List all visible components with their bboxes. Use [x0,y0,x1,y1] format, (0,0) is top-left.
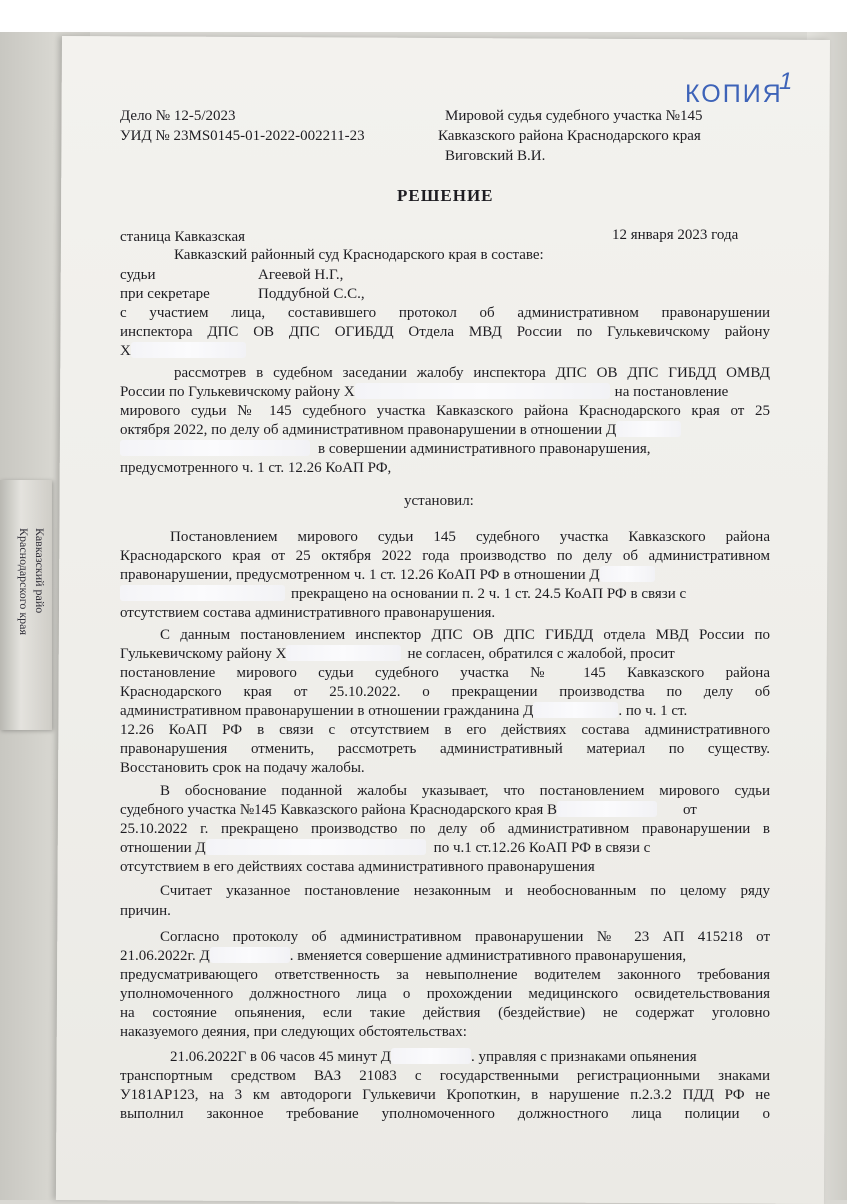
body-line-25: на состояние опьянения, если такие действия (бездействие) не содержат уголовно [120,1005,770,1021]
intro-line-1: с участием лица, составившего протокол об административном правонарушении [120,305,770,321]
considered-line-2-end: на постановление [614,384,729,400]
body-line-15-end: от [682,802,697,818]
body-line-7-end: не согласен, обратился с жалобой, просит [407,646,675,662]
body-line-10-text: административном правонарушении в отношении гражданина Д [120,703,534,719]
body-line-1: Постановлением мирового судьи 145 судебного участка Кавказского района [170,529,770,545]
court-composition: Кавказский районный суд Краснодарского края в составе: [174,247,544,263]
body-line-27-text: 21.06.2022Г в 06 часов 45 минут Д [170,1049,392,1065]
body-line-4-text: прекращено на основании п. 2 ч. 1 ст. 24.5 КоАП РФ в связи с [291,586,687,602]
body-line-30: выполнил законное требование уполномоченного должностного лица полиции о [120,1106,770,1122]
intro-line-3 [120,342,770,361]
redaction [600,566,655,582]
body-line-29: У181АР123, на 3 км автодороги Гулькевичи Кропоткин, в нарушение п.2.3.2 ПДД РФ не [120,1087,770,1103]
body-line-6: С данным постановлением инспектор ДПС ОВ ДПС ГИБДД отдела МВД России по [160,627,770,643]
redaction [355,383,610,399]
intro-line-2: инспектора ДПС ОВ ДПС ОГИБДД Отдела МВД России по Гулькевичскому району [120,324,770,340]
body-line-27 [170,1048,770,1067]
body-line-15 [120,801,770,820]
established-heading: установил: [404,493,474,509]
court-stamp-strip [0,480,52,730]
body-line-13: Восстановить срок на подачу жалобы. [120,760,365,776]
body-line-19: Считает указанное постановление незаконным и необоснованным по целому ряду [160,883,770,899]
considered-line-4 [120,421,770,440]
body-line-22-text: 21.06.2022г. Д [120,948,210,964]
body-line-22-end: . вменяется совершение административного правонарушения, [289,948,687,964]
considered-line-2 [120,383,770,402]
redaction [120,585,285,601]
body-line-26: наказуемого деяния, при следующих обстоятельствах: [120,1024,467,1040]
body-line-10-end: . по ч. 1 ст. [618,703,688,719]
document-title: РЕШЕНИЕ [397,186,494,205]
body-line-21: Согласно протоколу об административном правонарушении № 23 АП 415218 от [160,929,770,945]
redaction [557,801,657,817]
copy-mark: КОПИЯ [685,80,783,108]
body-line-11: 12.26 КоАП РФ в связи с отсутствием в его действиях состава административного [120,722,770,738]
court-line-1: Мировой судья судебного участка №145 [445,108,703,124]
judge-name: Виговский В.И. [445,148,546,164]
body-line-2: Краснодарского края от 25 октября 2022 года производство по делу об административном [120,548,770,564]
secretary-value: Поддубной С.С., [258,286,365,302]
top-band [0,0,847,32]
stamp-text [4,528,48,728]
redaction [391,1048,471,1064]
body-line-8: постановление мирового судьи судебного участка № 145 Кавказского района [120,665,770,681]
body-line-17 [120,839,770,858]
body-line-14: В обоснование поданной жалобы указывает, что постановлением мирового судьи [160,783,770,799]
body-line-3 [120,566,770,585]
body-line-7-text: Гулькевичскому району Х [120,646,287,662]
body-line-3-text: правонарушении, предусмотренном ч. 1 ст. 12.26 КоАП РФ в отношении Д [120,567,600,583]
body-line-17-text: отношении Д [120,840,206,856]
redaction [616,421,681,437]
body-line-24: уполномоченного должностного лица о прохождении медицинского освидетельствования [120,986,770,1002]
judge-label: судьи [120,267,156,283]
body-line-20: причин. [120,903,171,919]
considered-line-1: рассмотрев в судебном заседании жалобу инспектора ДПС ОВ ДПС ГИБДД ОМВД [174,365,770,381]
redaction [131,342,246,358]
considered-line-3: мирового судьи № 145 судебного участка Кавказского района Краснодарского края от 25 [120,403,770,419]
place: станица Кавказская [120,229,246,245]
judge-value: Агеевой Н.Г., [258,267,344,283]
page-number: 1 [779,68,793,95]
secretary-label: при секретаре [120,286,210,302]
body-line-12: правонарушения отменить, рассмотреть административный материал по существу. [120,741,770,757]
redaction [120,440,310,456]
body-line-28: транспортным средством ВАЗ 21083 с государственными регистрационными знаками [120,1068,770,1084]
stamp-line-2: Краснодарского края [17,528,31,636]
considered-line-2-text: России по Гулькевичскому району Х [120,384,355,400]
body-line-17-end: по ч.1 ст.12.26 КоАП РФ в связи с [433,840,651,856]
body-line-18: отсутствием в его действиях состава административного правонарушения [120,859,595,875]
date: 12 января 2023 года [612,227,739,243]
case-number: Дело № 12-5/2023 [120,108,236,124]
redaction [206,839,426,855]
stamp-line-1: Кавказский райо [33,528,47,614]
body-line-22 [120,947,770,966]
redaction [210,947,290,963]
considered-line-4-text: октября 2022, по делу об административном правонарушении в отношении Д [120,422,617,438]
considered-line-5-text: в совершении административного правонарушения, [318,441,651,457]
court-line-2: Кавказского района Краснодарского края [438,128,701,144]
body-line-9: Краснодарского края от 25.10.2022. о прекращении производства по делу об [120,684,770,700]
body-line-16: 25.10.2022 г. прекращено производство по делу об административном правонарушении в [120,821,770,837]
body-line-5: отсутствием состава административного правонарушения. [120,605,496,621]
body-line-27-end: . управляя с признаками опьянения [471,1049,697,1065]
body-line-23: предусматривающего ответственность за невыполнение водителем законного требования [120,967,770,983]
intro-line-3-text: Х [120,343,131,359]
redaction [533,702,618,718]
case-uid: УИД № 23MS0145-01-2022-002211-23 [120,128,365,144]
considered-line-6: предусмотренного ч. 1 ст. 12.26 КоАП РФ, [120,460,392,476]
body-line-10 [120,702,770,721]
body-line-4 [120,585,770,604]
redaction [286,645,401,661]
body-line-15-text: судебного участка №145 Кавказского района Краснодарского края В [120,802,557,818]
considered-line-5 [120,440,770,459]
body-line-7 [120,645,770,664]
